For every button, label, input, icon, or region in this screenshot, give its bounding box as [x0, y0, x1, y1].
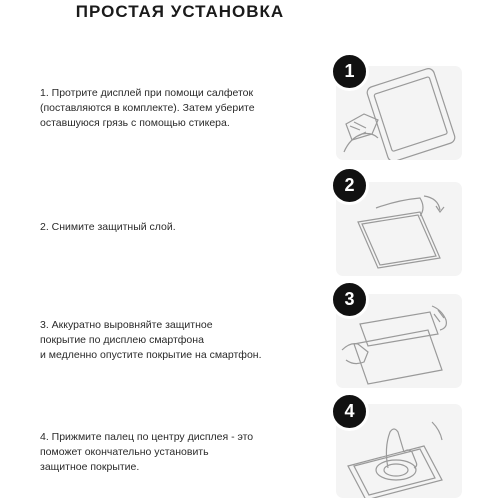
step-1-badge: 1: [330, 52, 369, 91]
step-1-line: оставшуюся грязь с помощью стикера.: [40, 117, 230, 129]
step-4-line: поможет окончательно установить: [40, 446, 209, 458]
step-1-text: [40, 86, 325, 131]
step-4-text: [40, 430, 325, 475]
step-3-badge: 3: [330, 280, 369, 319]
step-2-line: 2. Снимите защитный слой.: [40, 221, 176, 233]
step-3-text: [40, 318, 325, 363]
step-4-badge: 4: [330, 392, 369, 431]
step-2-text: [40, 220, 325, 235]
step-4-line: защитное покрытие.: [40, 461, 140, 473]
step-1-line: (поставляются в комплекте). Затем уберите: [40, 102, 255, 114]
page-title: ПРОСТАЯ УСТАНОВКА: [75, 2, 285, 21]
step-4-line: 4. Прижмите палец по центру дисплея - это: [40, 431, 254, 443]
step-3-line: 3. Аккуратно выровняйте защитное: [40, 319, 213, 331]
step-1-line: 1. Протрите дисплей при помощи салфеток: [40, 87, 254, 99]
step-3-line: покрытие по дисплею смартфона: [40, 334, 204, 346]
step-3-line: и медленно опустите покрытие на смартфон.: [40, 349, 262, 361]
step-2-badge: 2: [330, 166, 369, 205]
